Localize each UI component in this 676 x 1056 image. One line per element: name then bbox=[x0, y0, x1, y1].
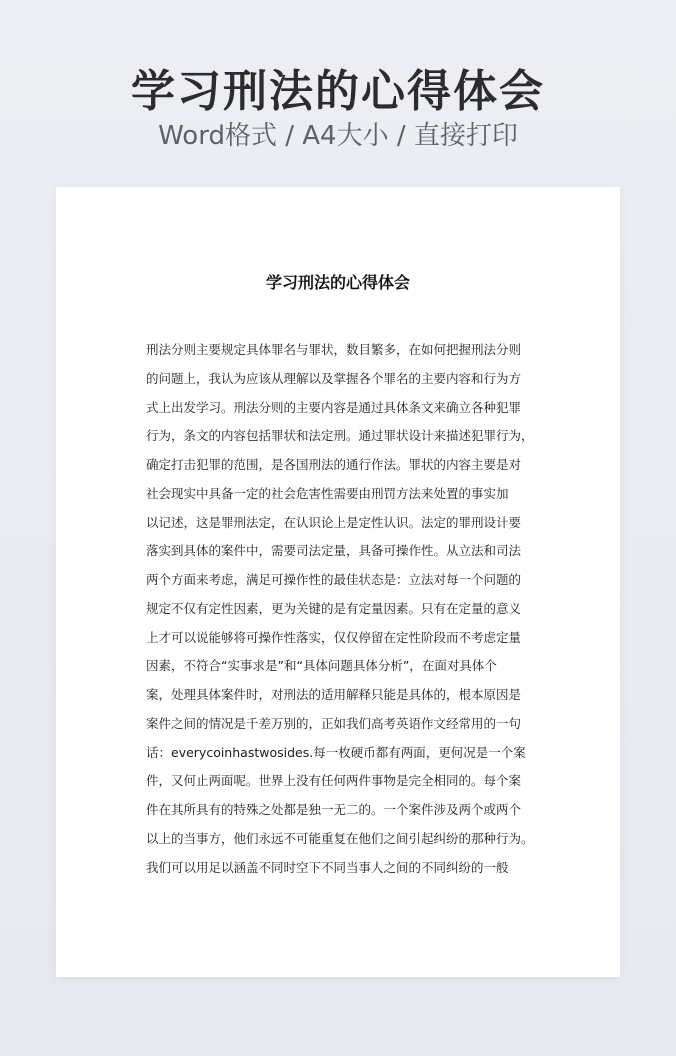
body-line: 案，处理具体案件时，对刑法的适用解释只能是具体的，根本原因是 bbox=[146, 687, 522, 702]
body-line: 以记述，这是罪刑法定，在认识论上是定性认识。法定的罪刑设计要 bbox=[146, 514, 522, 530]
body-line: 式上出发学习。刑法分则的主要内容是通过具体条文来确立各种犯罪 bbox=[146, 399, 522, 415]
body-line: 案件之间的情况是千差万别的，正如我们高考英语作文经常用的一句 bbox=[146, 715, 522, 731]
body-line: 规定不仅有定性因素，更为关键的是有定量因素。只有在定量的意义 bbox=[146, 600, 522, 616]
body-line: 刑法分则主要规定具体罪名与罪状，数目繁多，在如何把握刑法分则 bbox=[146, 342, 522, 357]
document-body bbox=[146, 336, 536, 882]
body-line: 上才可以说能够将可操作性落实，仅仅停留在定性阶段而不考虑定量 bbox=[146, 629, 522, 645]
body-line: 件，又何止两面呢。世界上没有任何两件事物是完全相同的。每个案 bbox=[146, 773, 522, 789]
banner-subtitle: Word格式 / A4大小 / 直接打印 bbox=[158, 121, 518, 151]
body-line: 件在其所具有的特殊之处都是独一无二的。一个案件涉及两个或两个 bbox=[146, 802, 522, 817]
body-line: 行为，条文的内容包括罪状和法定刑。通过罪状设计来描述犯罪行为， bbox=[146, 428, 534, 444]
body-line: 因素，不符合“实事求是”和“具体问题具体分析”，在面对具体个 bbox=[146, 658, 497, 674]
body-line: 话：everycoinhastwosides.每一枚硬币都有两面，更何况是一个案 bbox=[146, 744, 526, 760]
body-line: 的问题上，我认为应该从理解以及掌握各个罪名的主要内容和行为方 bbox=[146, 370, 522, 386]
body-line: 确定打击犯罪的范围，是各国刑法的通行作法。罪状的内容主要是对 bbox=[146, 457, 522, 472]
banner-title: 学习刑法的心得体会 bbox=[131, 66, 545, 117]
body-line: 落实到具体的案件中，需要司法定量，具备可操作性。从立法和司法 bbox=[146, 543, 522, 559]
document-title: 学习刑法的心得体会 bbox=[265, 273, 410, 292]
body-line: 两个方面来考虑，满足可操作性的最佳状态是：立法对每一个问题的 bbox=[146, 572, 522, 587]
body-line: 社会现实中具备一定的社会危害性需要由刑罚方法来处置的事实加 bbox=[146, 485, 509, 501]
body-line: 以上的当事方，他们永远不可能重复在他们之间引起纠纷的那种行为。 bbox=[146, 830, 534, 846]
body-line: 我们可以用足以涵盖不同时空下不同当事人之间的不同纠纷的一般 bbox=[146, 859, 509, 875]
